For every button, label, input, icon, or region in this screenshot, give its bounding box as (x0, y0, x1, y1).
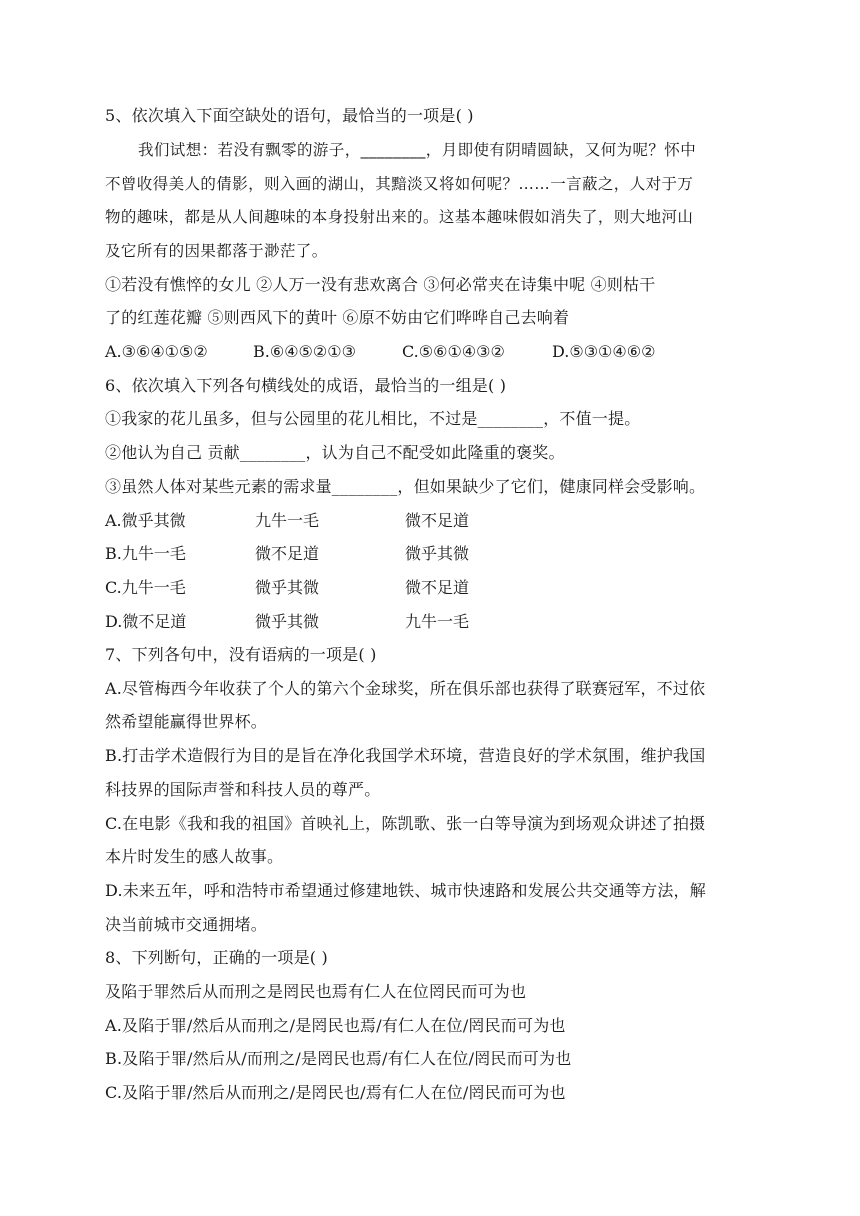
q6-option-a-word-1: A.微乎其微 (105, 511, 186, 530)
q5-option-d: D.⑤③①④⑥② (552, 342, 656, 361)
q7-option-c-line-2: 本片时发生的感人故事。 (105, 847, 284, 866)
q6-sentence-1: ①我家的花儿虽多，但与公园里的花儿相比，不过是________，不值一提。 (105, 409, 641, 428)
q5-items-line-2: 了的红莲花瓣 ⑤则西风下的黄叶 ⑥原不妨由它们哗哗自己去响着 (105, 308, 570, 327)
q6-sentence-2: ②他认为自己 贡献________，认为自己不配受如此隆重的褒奖。 (105, 443, 565, 462)
q6-option-c-word-3: 微不足道 (405, 578, 470, 597)
q7-option-b-line-2: 科技界的国际声誉和科技人员的尊严。 (105, 780, 381, 799)
q5-stem: 5、依次填入下面空缺处的语句，最恰当的一项是( ) (105, 106, 474, 125)
q8-stem: 8、下列断句，正确的一项是( ) (105, 948, 328, 967)
q5-passage-line-1: 我们试想：若没有飘零的游子，________，月即使有阴晴圆缺，又何为呢？怀中 (138, 141, 697, 159)
q5-option-c: C.⑤⑥①④③② (402, 342, 505, 361)
q8-option-c: C.及陷于罪/然后从而刑之/是罔民也/焉有仁人在位/罔民而可为也 (105, 1083, 566, 1102)
q5-passage-line-4: 及它所有的因果都落于渺茫了。 (105, 242, 328, 260)
q6-option-b-word-2: 微不足道 (255, 544, 320, 563)
q6-sentence-3: ③虽然人体对某些元素的需求量________，但如果缺少了它们，健康同样会受影响。 (105, 477, 706, 496)
q7-option-c-line-1: C.在电影《我和我的祖国》首映礼上，陈凯歌、张一白等导演为到场观众讲述了拍摄 (105, 814, 706, 833)
q7-option-d-line-1: D.未来五年，呼和浩特市希望通过修建地铁、城市快速路和发展公共交通等方法，解 (105, 881, 706, 900)
q5-items-line-1: ①若没有憔悴的女儿 ②人万一没有悲欢离合 ③何必常夹在诗集中呢 ④则枯干 (105, 275, 656, 294)
q5-option-b: B.⑥④⑤②①③ (253, 342, 356, 361)
q6-option-c-word-1: C.九牛一毛 (105, 578, 186, 597)
q5-option-a: A.③⑥④①⑤② (105, 342, 208, 361)
q6-option-c-word-2: 微乎其微 (255, 578, 320, 597)
q5-passage-line-2: 不曾收得美人的倩影，则入画的湖山，其黯淡又将如何呢？……一言蔽之，人对于万 (105, 175, 694, 193)
q7-option-d-line-2: 决当前城市交通拥堵。 (105, 915, 268, 934)
q8-option-a: A.及陷于罪/然后从而刑之/是罔民也焉/有仁人在位/罔民而可为也 (105, 1016, 566, 1035)
q5-passage-line-3: 物的趣味，都是从人间趣味的本身投射出来的。这基本趣味假如消失了，则大地河山 (105, 208, 694, 226)
q7-option-a-line-1: A.尽管梅西今年收获了个人的第六个金球奖，所在俱乐部也获得了联赛冠军，不过依 (105, 679, 706, 698)
q8-text: 及陷于罪然后从而刑之是罔民也焉有仁人在位罔民而可为也 (105, 982, 527, 1001)
q6-option-b-word-1: B.九牛一毛 (105, 544, 186, 563)
q6-option-a-word-3: 微不足道 (405, 511, 470, 530)
q6-option-b-word-3: 微乎其微 (405, 544, 470, 563)
q6-option-a-word-2: 九牛一毛 (255, 511, 320, 530)
q8-option-b: B.及陷于罪/然后从/而刑之/是罔民也焉/有仁人在位/罔民而可为也 (105, 1049, 572, 1068)
q6-option-d-word-3: 九牛一毛 (405, 612, 470, 631)
q7-stem: 7、下列各句中，没有语病的一项是( ) (105, 645, 377, 664)
q6-stem: 6、依次填入下列各句横线处的成语，最恰当的一组是( ) (105, 376, 507, 395)
q6-option-d-word-2: 微乎其微 (255, 612, 320, 631)
q7-option-a-line-2: 然希望能赢得世界杯。 (105, 712, 268, 731)
q6-option-d-word-1: D.微不足道 (105, 612, 187, 631)
q7-option-b-line-1: B.打击学术造假行为目的是旨在净化我国学术环境，营造良好的学术氛围，维护我国 (105, 746, 706, 765)
